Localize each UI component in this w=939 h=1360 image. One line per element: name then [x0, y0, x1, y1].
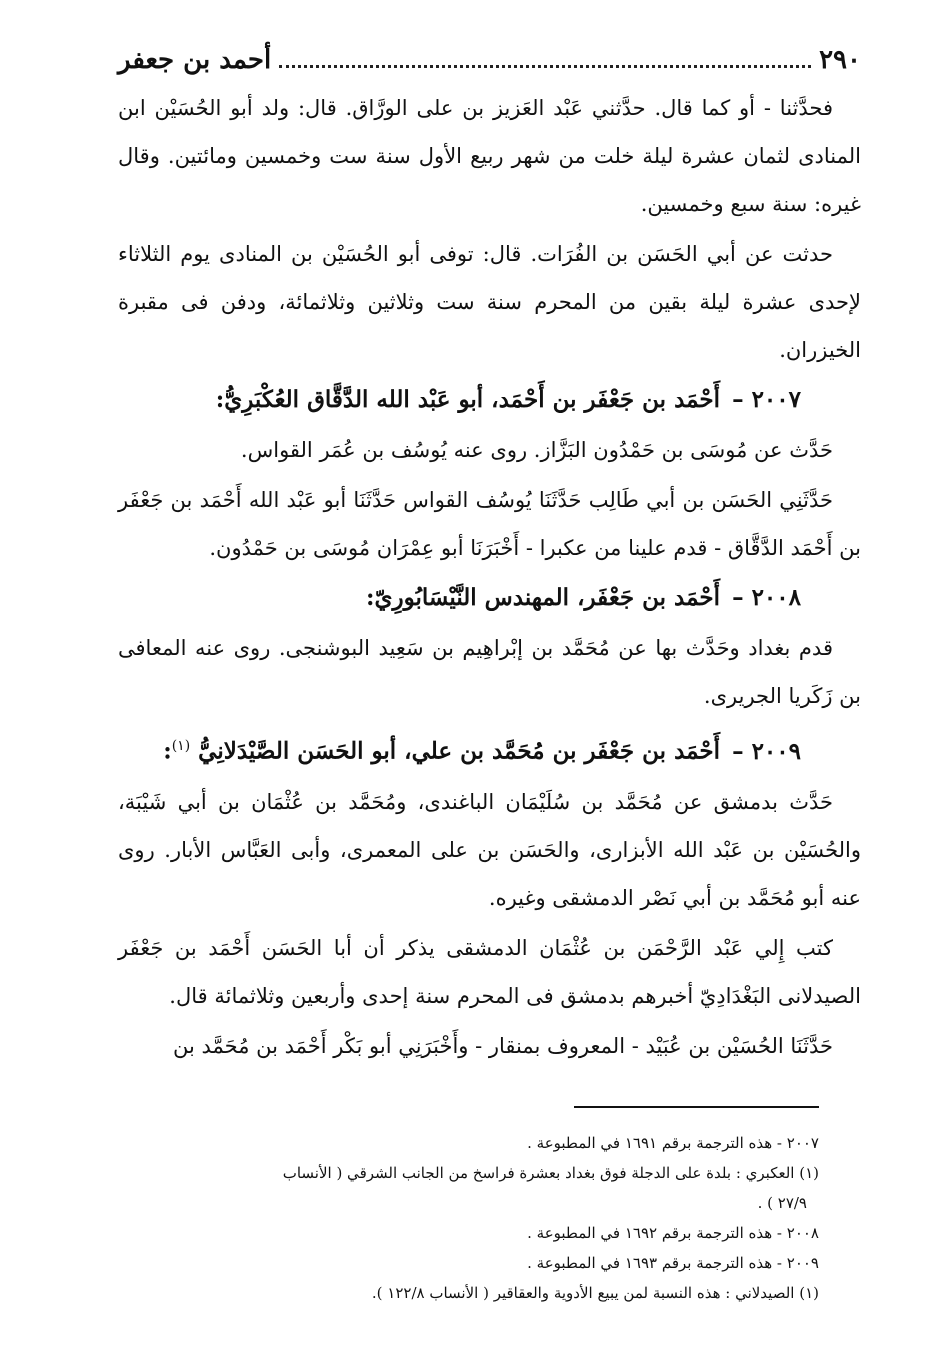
footnote: ٢٠٠٩ - هذه الترجمة برقم ١٦٩٣ في المطبوعة . [527, 1254, 819, 1272]
paragraph: كتب إِلي عَبْد الرَّحْمَن بن عُثْمَان الدمشقى يذكر أن أبا الحَسَن أَحْمَد بن جَعْفَر الصيدلانى البَغْدَادِيّ أخبرهم بدمشق فى المحرم سنة إحدى وأربعين وثلاثمائة قال. [118, 935, 861, 1008]
paragraph: حَدَّث عن مُوسَى بن حَمْدُون البَزَّاز. روى عنه يُوسُف بن عُمَر القواس. [240, 438, 833, 462]
entry-heading-2008 [118, 574, 861, 622]
entry-number: ٢٠٠٩ – [732, 737, 801, 765]
running-head [118, 40, 861, 80]
paragraph: حَدَّثَنِي الحَسَن بن أبي طَالِب حَدَّثَنَا يُوسُف القواس حَدَّثَنَا أبو عَبْد الله أَحْمَد بن جَعْفَر بن أَحْمَد الدَّقَّاق - قدم علينا من عكبرا - أَخْبَرَنَا أبو عِمْرَان مُوسَى بن حَمْدُون. [118, 488, 861, 560]
paragraph: حَدَّثَنَا الحُسَيْن بن عُبَيْد - المعروف بمنقار - وأَخْبَرَنِي أبو بَكْر أَحْمَد بن مُحَمَّد بن [172, 1033, 833, 1058]
footnote: ٢٠٠٧ - هذه الترجمة برقم ١٦٩١ في المطبوعة . [527, 1134, 819, 1152]
running-title: أحمد بن جعفر [118, 45, 272, 75]
paragraph: قدم بغداد وحَدَّث بها عن مُحَمَّد بن إبْراهِيم بن سَعِيد البوشنجى. روى عنه المعافى بن زَكَريا الجريرى. [118, 636, 861, 708]
footnote-marker: (١) [171, 738, 191, 754]
entry-title: أَحْمَد بن جَعْفَر بن أَحْمَد، أبو عَبْد الله الدَّقَّاق العُكْبَرِيُّ: [215, 386, 721, 413]
entry-heading-2007 [118, 376, 861, 424]
paragraph: فحدَّثنا - أو كما قال. حدَّثني عَبْد العَزيز بن على الورَّاق. قال: ولد أبو الحُسَيْن ابن المنادى لثمان عشرة ليلة خلت من شهر ربيع الأول سنة ست وخمسين ومائتين. وقال غيره: سنة سبع وخمسين. [118, 96, 861, 216]
main-text [118, 84, 861, 1072]
footnote: ٢٠٠٨ - هذه الترجمة برقم ١٦٩٢ في المطبوعة . [527, 1224, 819, 1242]
entry-number: ٢٠٠٨ – [732, 584, 801, 611]
footnote: (١) العكبري : بلدة على الدجلة فوق بغداد بعشرة فراسخ من الجانب الشرقي ( الأنساب [282, 1164, 819, 1182]
page-number: ٢٩٠ [819, 45, 861, 75]
leader-dots [279, 65, 811, 68]
heading-colon: : [163, 737, 172, 765]
entry-title: أَحْمَد بن جَعْفَر بن مُحَمَّد بن علي، أبو الحَسَن الصَّيْدَلانِيُّ [198, 737, 721, 765]
footnote-continuation: ٢٧/٩ ) . [757, 1194, 807, 1212]
footnotes [79, 1128, 819, 1308]
entry-number: ٢٠٠٧ – [732, 386, 801, 413]
footnote: (١) الصيدلاني : هذه النسبة لمن يبيع الأدوية والعقاقير ( الأنساب ١٢٢/٨ ). [371, 1284, 819, 1302]
paragraph: حَدَّث بدمشق عن مُحَمَّد بن سُلَيْمَان الباغندى، ومُحَمَّد بن عُثْمَان بن أبي شَيْبَة، والحُسَيْن بن عَبْد الله الأبزارى، والحَسَن بن على المعمرى، وأبى العَبَّاس الأبار. روى عنه أبو مُحَمَّد بن أبي نَصْر الدمشقى وغيره. [118, 789, 861, 910]
entry-heading-2009 [118, 722, 861, 776]
entry-title: أَحْمَد بن جَعْفَر، المهندس النَّيْسَابُورِيّ: [365, 584, 721, 611]
paragraph: حدثت عن أبي الحَسَن بن الفُرَات. قال: توفى أبو الحُسَيْن بن المنادى يوم الثلاثاء لإحدى عشرة ليلة بقين من المحرم سنة ست وثلاثين وثلاثمائة، ودفن فى مقبرة الخيزران. [118, 242, 861, 362]
footnote-divider [574, 1106, 819, 1108]
